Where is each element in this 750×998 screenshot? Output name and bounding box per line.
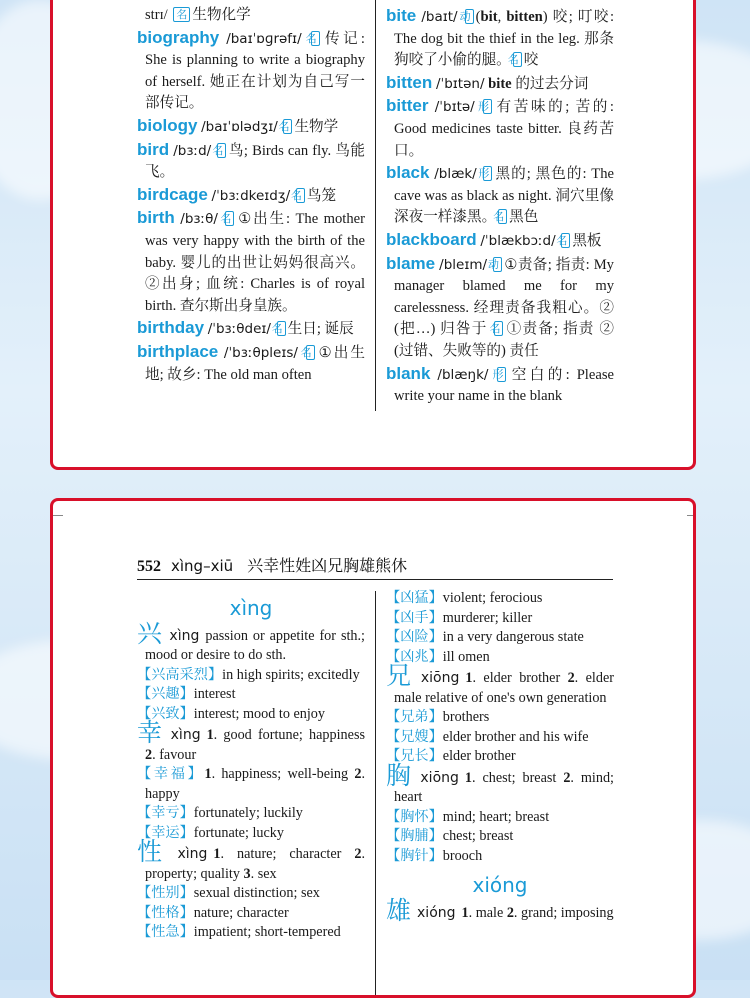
- entry-xing-interest: 兴xìng passion or appetite for sth.; mood or desire to do sth.: [137, 620, 365, 663]
- compound: 【凶猛】violent; ferocious: [386, 590, 543, 606]
- entry-blank: blank /blæŋk/ 形 空白的: Please write your name in the blank: [386, 363, 614, 405]
- crop-mark: [53, 515, 63, 516]
- dictionary-page-top: [50, 0, 696, 470]
- compound: 【兴高采烈】in high spirits; excitedly: [137, 666, 360, 683]
- compound: 【兄弟】brothers: [386, 709, 490, 725]
- page-number: 552: [137, 558, 161, 575]
- right-column: [386, 5, 614, 408]
- left-column: [137, 5, 365, 386]
- pinyin-section-heading: xióng: [472, 873, 528, 897]
- entry-xiong-male: 雄xióng 1. male 2. grand; imposing: [386, 897, 614, 925]
- compound: 【幸亏】fortunately; luckily: [137, 805, 303, 821]
- entry-xiong-brother: 兄xiōng 1. elder brother 2. elder male relative of one's own generation: [386, 663, 614, 706]
- entry-birth: birth /bɜːθ/ 名 ①出生: The mother was very happy with the birth of the baby. 婴儿的出世让妈妈很高兴。②出身; 血统: Charles is of royal birth. 查尔斯出身皇族。: [137, 208, 365, 314]
- right-column: [386, 589, 614, 923]
- pinyin-range: xìng–xiū: [171, 557, 234, 575]
- entry-birdcage: birdcage /ˈbɜːdkeɪdʒ/ 名 鸟笼: [137, 184, 337, 204]
- entry-xing-fortune: 幸xìng 1. good fortune; happiness 2. favour: [137, 720, 365, 763]
- running-head: [137, 553, 613, 580]
- pinyin-section-heading: xìng: [229, 596, 273, 620]
- entry-continuation: strɪ/ 名 生物化学: [145, 7, 251, 23]
- compound: 【凶兆】ill omen: [386, 648, 490, 665]
- crop-mark: [687, 515, 693, 516]
- entry-blame: blame /bleɪm/ 动 ①责备; 指责: My manager blamed me for my carelessness. 经理责备我粗心。② (把…) 归咎于 名 ①责备; 指责 ② (过错、失败等的) 责任: [386, 253, 614, 359]
- entry-xing-nature: 性xìng 1. nature; character 2. property; quality 3. sex: [137, 839, 365, 882]
- compound: 【兄嫂】elder brother and his wife: [386, 728, 589, 745]
- compound: 【兴致】interest; mood to enjoy: [137, 705, 325, 722]
- entry-bite: bite /baɪt/ 动 (bit, bitten) 咬; 叮咬: The dog bit the thief in the leg. 那条狗咬了小偷的腿。名 咬: [386, 6, 615, 69]
- dictionary-page-bottom: [50, 498, 696, 998]
- entry-black: black /blæk/ 形 黑的; 黑色的: The cave was as black as night. 洞穴里像深夜一样漆黑。名 黑色: [386, 163, 614, 226]
- head-characters: 兴幸性姓凶兄胸雄熊休: [247, 558, 408, 575]
- compound: 【兴趣】interest: [137, 686, 236, 702]
- compound: 【性格】nature; character: [137, 904, 289, 921]
- entry-birthday: birthday /ˈbɜːθdeɪ/ 名 生日; 诞辰: [137, 318, 354, 338]
- compound: 【兄长】elder brother: [386, 748, 516, 764]
- column-divider: [375, 591, 376, 998]
- entry-biography: biography /baɪˈɒɡrəfɪ/ 名 传记: She is planning to write a biography of herself. 她正在计划为自己写一部传记。: [137, 27, 365, 112]
- compound: 【凶手】murderer; killer: [386, 609, 533, 626]
- left-column: [137, 589, 365, 943]
- entry-blackboard: blackboard /ˈblækbɔːd/ 名 黑板: [386, 229, 602, 249]
- entry-xiong-chest: 胸xiōng 1. chest; breast 2. mind; heart: [386, 762, 614, 805]
- compound: 【胸怀】mind; heart; breast: [386, 808, 550, 825]
- compound: 【幸福】1. happiness; well-being 2. happy: [137, 766, 365, 802]
- compound: 【胸脯】chest; breast: [386, 828, 514, 844]
- compound: 【性急】impatient; short-tempered: [137, 924, 341, 940]
- compound: 【幸运】fortunate; lucky: [137, 824, 284, 841]
- column-divider: [375, 0, 376, 411]
- compound: 【凶险】in a very dangerous state: [386, 629, 584, 645]
- entry-bird: bird /bɜːd/ 名 鸟; Birds can fly. 鸟能飞。: [137, 139, 365, 181]
- entry-biology: biology /baɪˈɒlədʒɪ/ 名 生物学: [137, 115, 339, 135]
- entry-bitter: bitter /ˈbɪtə/ 形 有苦味的; 苦的: Good medicines taste bitter. 良药苦口。: [386, 96, 614, 159]
- compound: 【性别】sexual distinction; sex: [137, 885, 320, 901]
- entry-birthplace: birthplace /ˈbɜːθpleɪs/ 名 ①出生地; 故乡: The old man often: [137, 341, 365, 383]
- compound: 【胸针】brooch: [386, 847, 483, 864]
- entry-bitten: bitten /ˈbɪtən/ bite 的过去分词: [386, 72, 589, 92]
